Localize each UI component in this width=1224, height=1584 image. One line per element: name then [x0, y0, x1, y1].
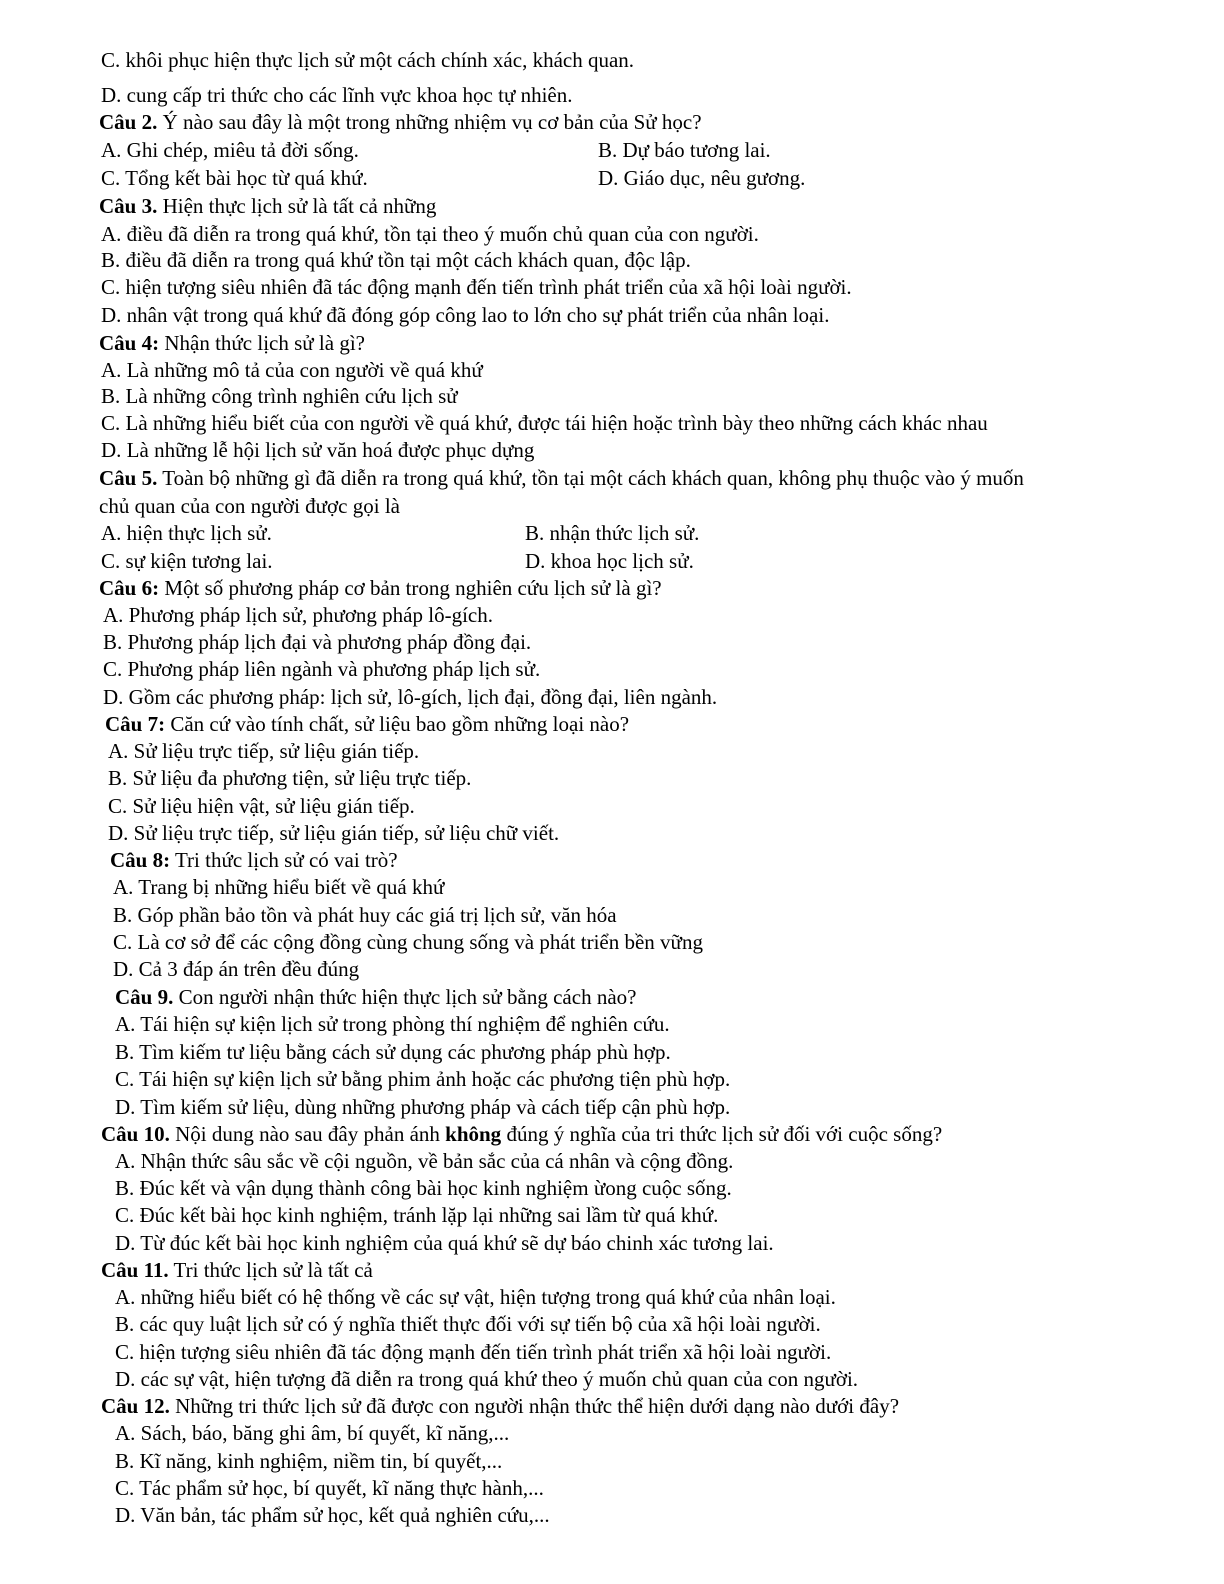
- answer-line: [525, 548, 694, 574]
- answer-line: [103, 656, 540, 682]
- question-number: Câu 7:: [105, 712, 166, 736]
- line-text: C. Tổng kết bài học từ quá khứ.: [101, 166, 368, 190]
- question-6: [99, 575, 662, 601]
- line-text: C. Sử liệu hiện vật, sử liệu gián tiếp.: [108, 794, 415, 818]
- line-text: C. sự kiện tương lai.: [101, 549, 273, 573]
- question-12: [101, 1393, 899, 1419]
- question-line: [99, 493, 400, 519]
- line-text: C. Tái hiện sự kiện lịch sử bằng phim ảnh hoặc các phương tiện phù hợp.: [115, 1067, 731, 1091]
- answer-line: [115, 1175, 732, 1201]
- line-text: D. Giáo dục, nêu gương.: [598, 166, 806, 190]
- line-text: C. Tác phẩm sử học, bí quyết, kĩ năng thực hành,...: [115, 1476, 544, 1500]
- line-text: Tri thức lịch sử là tất cả: [168, 1258, 373, 1282]
- answer-line: [115, 1039, 671, 1065]
- line-text: D. nhân vật trong quá khứ đã đóng góp công lao to lớn cho sự phát triển của nhân loại.: [101, 303, 830, 327]
- line-text: B. Kĩ năng, kinh nghiệm, niềm tin, bí quyết,...: [115, 1449, 503, 1473]
- question-number: Câu 4:: [99, 331, 160, 355]
- question-number: Câu 3.: [99, 194, 158, 218]
- line-text: C. Là cơ sở để các cộng đồng cùng chung sống và phát triển bền vững: [113, 930, 703, 954]
- answer-line: [101, 82, 573, 108]
- question-7: [105, 711, 629, 737]
- line-text: D. cung cấp tri thức cho các lĩnh vực khoa học tự nhiên.: [101, 83, 573, 107]
- answer-line: [101, 165, 368, 191]
- emphasis-word: không: [445, 1122, 502, 1146]
- question-2: [99, 109, 702, 135]
- answer-line: [101, 520, 272, 546]
- line-text: D. Tìm kiếm sử liệu, dùng những phương pháp và cách tiếp cận phù hợp.: [115, 1095, 731, 1119]
- answer-line: [101, 548, 273, 574]
- question-11: [101, 1257, 373, 1283]
- answer-line: [115, 1311, 821, 1337]
- answer-line: [108, 738, 419, 764]
- line-text: Những tri thức lịch sử đã được con người nhận thức thể hiện dưới dạng nào dưới đây?: [169, 1394, 900, 1418]
- line-text: Con người nhận thức hiện thực lịch sử bằng cách nào?: [173, 985, 637, 1009]
- line-text: Nội dung nào sau đây phản ánh: [169, 1122, 446, 1146]
- line-text: B. Dự báo tương lai.: [598, 138, 771, 162]
- answer-line: [103, 684, 717, 710]
- question-number: Câu 9.: [115, 985, 174, 1009]
- answer-line: [525, 520, 699, 546]
- answer-line: [101, 137, 359, 163]
- answer-line: [108, 765, 471, 791]
- line-text: C. khôi phục hiện thực lịch sử một cách chính xác, khách quan.: [101, 48, 635, 72]
- line-text: B. các quy luật lịch sử có ý nghĩa thiết thực đối với sự tiến bộ của xã hội loài người.: [115, 1312, 821, 1336]
- answer-line: [115, 1011, 670, 1037]
- line-text: Căn cứ vào tính chất, sử liệu bao gồm những loại nào?: [165, 712, 630, 736]
- line-text: B. nhận thức lịch sử.: [525, 521, 700, 545]
- line-text: D. Là những lễ hội lịch sử văn hoá được phục dựng: [101, 438, 535, 462]
- question-number: Câu 12.: [101, 1394, 170, 1418]
- line-text: Nhận thức lịch sử là gì?: [159, 331, 365, 355]
- line-text: B. Đúc kết và vận dụng thành công bài học kinh nghiệm ừong cuộc sống.: [115, 1176, 732, 1200]
- question-number: Câu 10.: [101, 1122, 170, 1146]
- question-number: Câu 6:: [99, 576, 160, 600]
- line-text: A. Sách, báo, băng ghi âm, bí quyết, kĩ năng,...: [115, 1421, 510, 1445]
- answer-line: [101, 437, 534, 463]
- question-number: Câu 11.: [101, 1258, 169, 1282]
- answer-line: [101, 247, 691, 273]
- question-number: Câu 8:: [110, 848, 171, 872]
- answer-line: [115, 1230, 774, 1256]
- line-text: D. Văn bản, tác phẩm sử học, kết quả nghiên cứu,...: [115, 1503, 550, 1527]
- answer-line: [103, 602, 493, 628]
- question-4: [99, 330, 365, 356]
- answer-line: [115, 1475, 544, 1501]
- line-text: C. Là những hiểu biết của con người về quá khứ, được tái hiện hoặc trình bày theo những cách khác nhau: [101, 411, 988, 435]
- answer-line: [115, 1284, 836, 1310]
- answer-line: [108, 820, 559, 846]
- line-text: A. Trang bị những hiểu biết về quá khứ: [113, 875, 445, 899]
- line-text: Ý nào sau đây là một trong những nhiệm vụ cơ bản của Sử học?: [157, 110, 702, 134]
- answer-line: [101, 383, 458, 409]
- answer-line: [101, 47, 634, 73]
- answer-line: [113, 929, 703, 955]
- answer-line: [115, 1066, 730, 1092]
- answer-line: [101, 274, 852, 300]
- line-text: C. Đúc kết bài học kinh nghiệm, tránh lặp lại những sai lầm từ quá khứ.: [115, 1203, 719, 1227]
- answer-line: [113, 874, 444, 900]
- line-text: A. những hiểu biết có hệ thống về các sự vật, hiện tượng trong quá khứ của nhân loại.: [115, 1285, 836, 1309]
- line-text: B. Phương pháp lịch đại và phương pháp đồng đại.: [103, 630, 532, 654]
- line-text: B. Là những công trình nghiên cứu lịch sử: [101, 384, 458, 408]
- question-5: [99, 465, 1024, 491]
- line-text: D. các sự vật, hiện tượng đã diễn ra trong quá khứ theo ý muốn chủ quan của con người.: [115, 1367, 859, 1391]
- line-text: A. Tái hiện sự kiện lịch sử trong phòng thí nghiệm để nghiên cứu.: [115, 1012, 670, 1036]
- answer-line: [115, 1366, 858, 1392]
- answer-line: [115, 1202, 718, 1228]
- question-number: Câu 5.: [99, 466, 158, 490]
- answer-line: [101, 302, 829, 328]
- line-text: C. Phương pháp liên ngành và phương pháp lịch sử.: [103, 657, 541, 681]
- question-10: [101, 1121, 942, 1147]
- answer-line: [103, 629, 531, 655]
- line-text: A. Sử liệu trực tiếp, sử liệu gián tiếp.: [108, 739, 420, 763]
- question-number: Câu 2.: [99, 110, 158, 134]
- line-text: A. hiện thực lịch sử.: [101, 521, 272, 545]
- line-text: B. Tìm kiếm tư liệu bằng cách sử dụng các phương pháp phù hợp.: [115, 1040, 671, 1064]
- line-text: Một số phương pháp cơ bản trong nghiên cứu lịch sử là gì?: [159, 576, 662, 600]
- line-text: A. Là những mô tả của con người về quá khứ: [101, 358, 483, 382]
- answer-line: [113, 956, 359, 982]
- line-text: chủ quan của con người được gọi là: [99, 494, 400, 518]
- answer-line: [101, 357, 483, 383]
- answer-line: [115, 1339, 831, 1365]
- question-8: [110, 847, 398, 873]
- answer-line: [101, 410, 988, 436]
- line-text: B. Sử liệu đa phương tiện, sử liệu trực tiếp.: [108, 766, 472, 790]
- line-text: C. hiện tượng siêu nhiên đã tác động mạnh đến tiến trình phát triển của xã hội loài người.: [101, 275, 852, 299]
- question-3: [99, 193, 436, 219]
- line-text: Tri thức lịch sử có vai trò?: [170, 848, 398, 872]
- line-text: D. Từ đúc kết bài học kinh nghiệm của quá khứ sẽ dự báo chinh xác tương lai.: [115, 1231, 774, 1255]
- line-text: A. Nhận thức sâu sắc về cội nguồn, về bản sắc của cá nhân và cộng đồng.: [115, 1149, 734, 1173]
- answer-line: [108, 793, 415, 819]
- answer-line: [598, 137, 771, 163]
- line-text: D. Sử liệu trực tiếp, sử liệu gián tiếp, sử liệu chữ viết.: [108, 821, 560, 845]
- line-text: đúng ý nghĩa của tri thức lịch sử đối với cuộc sống?: [501, 1122, 943, 1146]
- line-text: B. Góp phần bảo tồn và phát huy các giá trị lịch sử, văn hóa: [113, 903, 617, 927]
- line-text: D. Gồm các phương pháp: lịch sử, lô-gích, lịch đại, đồng đại, liên ngành.: [103, 685, 718, 709]
- answer-line: [115, 1448, 502, 1474]
- line-text: D. Cả 3 đáp án trên đều đúng: [113, 957, 360, 981]
- line-text: B. điều đã diễn ra trong quá khứ tồn tại một cách khách quan, độc lập.: [101, 248, 691, 272]
- answer-line: [115, 1094, 730, 1120]
- answer-line: [115, 1420, 509, 1446]
- line-text: C. hiện tượng siêu nhiên đã tác động mạnh đến tiến trình phát triển xã hội loài người.: [115, 1340, 832, 1364]
- line-text: Toàn bộ những gì đã diễn ra trong quá khứ, tồn tại một cách khách quan, không phụ thuộc vào ý muốn: [157, 466, 1024, 490]
- answer-line: [115, 1502, 550, 1528]
- answer-line: [113, 902, 617, 928]
- answer-line: [101, 221, 759, 247]
- line-text: A. điều đã diễn ra trong quá khứ, tồn tại theo ý muốn chủ quan của con người.: [101, 222, 759, 246]
- question-9: [115, 984, 636, 1010]
- line-text: D. khoa học lịch sử.: [525, 549, 694, 573]
- line-text: A. Ghi chép, miêu tả đời sống.: [101, 138, 359, 162]
- line-text: A. Phương pháp lịch sử, phương pháp lô-gích.: [103, 603, 493, 627]
- answer-line: [598, 165, 805, 191]
- answer-line: [115, 1148, 733, 1174]
- line-text: Hiện thực lịch sử là tất cả những: [157, 194, 437, 218]
